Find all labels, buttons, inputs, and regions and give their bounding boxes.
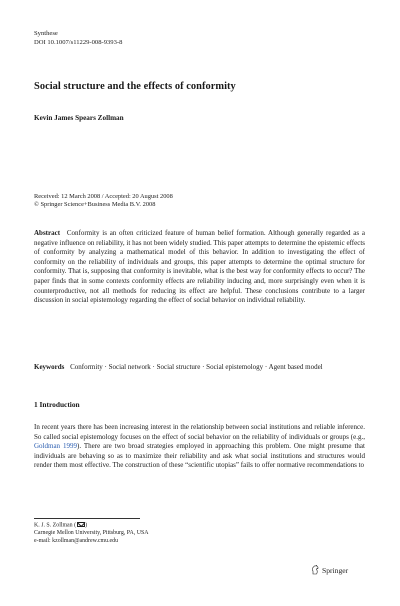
publisher-logo (311, 565, 348, 575)
springer-horse-icon (311, 565, 319, 575)
copyright-notice: © Springer Science+Business Media B.V. 2008 (34, 201, 156, 209)
journal-name: Synthese (34, 30, 58, 37)
paper-title: Social structure and the effects of conformity (34, 81, 236, 92)
footnote-author-name: K. J. S. Zollman (34, 522, 73, 529)
publication-dates (34, 193, 173, 210)
citation-link[interactable]: Goldman 1999 (34, 442, 77, 451)
abstract (34, 229, 365, 306)
abstract-label: Abstract (34, 229, 61, 237)
keywords-label: Keywords (34, 363, 65, 371)
publisher-name: Springer (322, 565, 349, 575)
journal-header (34, 30, 122, 47)
author-name: Kevin James Spears Zollman (34, 114, 124, 122)
intro-text-before: In recent years there has been increasing interest in the relationship between social institutions and reliable inference. So called social epistemology focuses on the effect of social behavior on the reliability of individuals or groups (e.g., (34, 423, 365, 441)
footnote-email[interactable]: e-mail: kzollman@andrew.cmu.edu (34, 537, 119, 544)
footnote-affiliation: Carnegie Mellon University, Pittsburg, PA, USA (34, 530, 149, 537)
abstract-text: Conformity is an often criticized feature of human belief formation. Although generally regarded as a negative influence on reliability, it has not been widely studied. This paper attempts to determine the epistemic effects of conformity by analyzing a mathematical model of this behavior. In addition to investigating the effect of conformity on the reliability of individuals and groups, this paper attempts to determine the optimal structure for conformity. That is, supposing that conformity is inevitable, what is the best way for conformity effects to occur? The paper finds that in some contexts conformity effects are reliability inducing and, more surprisingly even when it is counterproductive, not all methods for reducing its effect are helpful. These conclusions contribute to a larger discussion in social epistemology regarding the effect of social behavior on individual reliability. (34, 229, 365, 305)
footnote-author-line: K. J. S. Zollman ( ) (34, 522, 88, 529)
footnote-divider (34, 518, 140, 519)
journal-doi: DOI 10.1007/s11229-008-9393-8 (34, 38, 123, 46)
section-heading: 1 Introduction (34, 400, 80, 409)
keywords (34, 363, 365, 373)
author-footnote (34, 522, 149, 546)
intro-text-after: ). There are two broad strategies employed in approaching this problem. One might presume that individuals are behaving so as to maximize their reliability and ask what social institutions and structures would render them most effective. The construction of these “scientific utopias” fails to offer normative recommendations to (34, 442, 365, 470)
mail-icon[interactable] (77, 522, 85, 527)
introduction-paragraph (34, 423, 365, 471)
received-accepted-dates: Received: 12 March 2008 / Accepted: 20 August 2008 (34, 193, 173, 200)
keywords-text: Conformity · Social network · Social structure · Social epistemology · Agent based model (70, 363, 323, 371)
